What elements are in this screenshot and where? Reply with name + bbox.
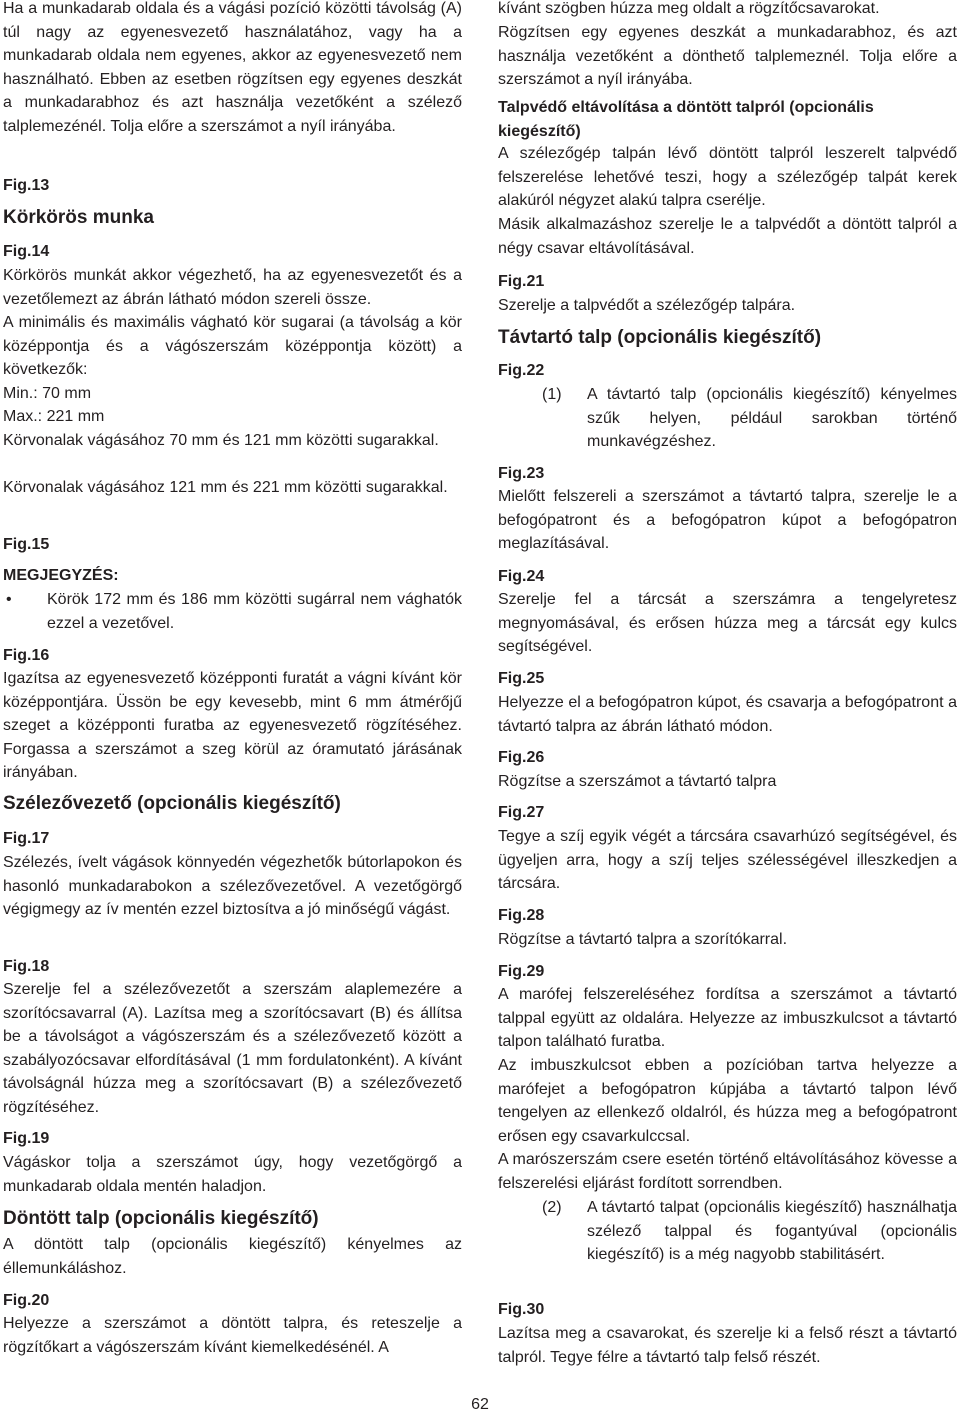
page-number: 62: [471, 1396, 489, 1413]
fig-28-label: Fig.28: [498, 907, 545, 924]
list-item-2: [498, 1196, 957, 1267]
fig-30-label: Fig.30: [498, 1301, 545, 1318]
fig-23-label: Fig.23: [498, 465, 545, 482]
paragraph-fig24: Szerelje fel a tárcsát a szerszámra a tengelyretesz megnyomásával, és erősen húzza meg a tárcsát egy kulcs segítségével.: [498, 591, 957, 655]
max-radius: Max.: 221 mm: [3, 408, 105, 425]
paragraph-fig20-continued: kívánt szögben húzza meg oldalt a rögzítőcsavarokat.: [498, 0, 880, 17]
paragraph-fig23: Mielőtt felszereli a szerszámot a távtartó talpra, szerelje le a befogópatront és a befogópatron kúpot a befogópatron meglazításával.: [498, 488, 957, 552]
heading-tavtarto-talp: Távtartó talp (opcionális kiegészítő): [498, 327, 822, 348]
fig-19-label: Fig.19: [3, 1130, 50, 1147]
paragraph-fig27: Tegye a szíj egyik végét a tárcsára csavarhúzó segítségével, és ügyeljen arra, hogy a szíj teljes szélességével illeszkedjen a tárcsára.: [498, 828, 957, 892]
fig-14-label: Fig.14: [3, 243, 50, 260]
paragraph-fig18: Szerelje fel a szélezővezetőt a szerszám alaplemezére a szorítócsavarral (A). Lazítsa meg a szorítócsavart (B) és állítsa be a távolságot a vágószerszám és a szélezővezető között a szabályozócsavar elfordításával (1 mm fordulatonként). A kívánt távolságnál húzza meg a szorítócsavart (B) a szélezővezető rögzítéséhez.: [3, 981, 462, 1116]
fig-29-label: Fig.29: [498, 963, 545, 980]
paragraph-fig14-a: Körkörös munkát akkor végezhető, ha az egyenesvezetőt és a vezetőlemezt az ábrán látható módon szereli össze.: [3, 267, 462, 308]
paragraph-dontott-talp: A döntött talp (opcionális kiegészítő) kényelmes az éllemunkáláshoz.: [3, 1236, 462, 1277]
note-heading: MEGJEGYZÉS:: [3, 567, 119, 584]
fig-17-label: Fig.17: [3, 830, 50, 847]
min-radius: Min.: 70 mm: [3, 385, 92, 402]
paragraph-fig16: Igazítsa az egyenesvezető középponti furatát a vágni kívánt kör középpontjára. Üssön be egy kevesebb, mint 6 mm átmérőjű szeget a középponti furatba az egyenesvezető rögzítéséhez. Forgassa a szerszámot a szeg körül az óramutató járásának irányában.: [3, 670, 462, 781]
paragraph-fig29-b: Az imbuszkulcsot ebben a pozícióban tartva helyezze a marófejet a befogópatron kúpjába a távtartó talpon lévő tengelyen az ellenkező oldalról, és húzza meg a befogópatront erősen egy csavarkulccsal.: [498, 1057, 957, 1145]
fig-18-label: Fig.18: [3, 958, 50, 975]
paragraph-fig29-c: A marószerszám csere esetén történő eltávolításához kövesse a felszerelési eljárást fordított sorrendben.: [498, 1151, 957, 1192]
heading-szelezovezeto: Szélezővezető (opcionális kiegészítő): [3, 793, 341, 814]
paragraph-fig21: Szerelje a talpvédőt a szélezőgép talpára.: [498, 297, 796, 314]
paragraph-fig19: Vágáskor tolja a szerszámot úgy, hogy vezetőgörgő a munkadarab oldala mentén haladjon.: [3, 1154, 462, 1195]
fig-16-label: Fig.16: [3, 647, 50, 664]
paragraph-fig20: Helyezze a szerszámot a döntött talpra, és reteszelje a rögzítőkart a vágószerszám kívánt kiemelkedésénél. A: [3, 1315, 462, 1356]
paragraph-fig30: Lazítsa meg a csavarokat, és szerelje ki a felső részt a távtartó talpról. Tegye félre a távtartó talp felső részét.: [498, 1325, 957, 1366]
note-text: Körök 172 mm és 186 mm közötti sugárral nem vághatók ezzel a vezetővel.: [47, 591, 462, 632]
paragraph-fig29-a: A marófej felszereléséhez fordítsa a szerszámot a távtartó talppal együtt az oldalára. Helyezze az imbuszkulcsot a távtartó talpon található furatba.: [498, 986, 957, 1050]
paragraph-fig28: Rögzítse a távtartó talpra a szorítókarral.: [498, 931, 788, 948]
paragraph-fig26: Rögzítse a szerszámot a távtartó talpra: [498, 773, 777, 790]
heading-talpvedo: Talpvédő eltávolítása a döntött talpról (opcionális kiegészítő): [498, 99, 874, 140]
note-item: [3, 588, 462, 635]
list-item-1: [498, 383, 957, 454]
paragraph-talpvedo-2: Másik alkalmazáshoz szerelje le a talpvédőt a döntött talpról a négy csavar eltávolításával.: [498, 216, 957, 257]
paragraph-fig14-c: Körvonalak vágásához 70 mm és 121 mm közötti sugarakkal.: [3, 432, 439, 449]
bullet-icon: •: [6, 591, 12, 608]
paragraph-fig25: Helyezze el a befogópatron kúpot, és csavarja a befogópatront a távtartó talpra az ábrán látható módon.: [498, 694, 957, 735]
fig-22-label: Fig.22: [498, 362, 545, 379]
fig-26-label: Fig.26: [498, 749, 545, 766]
heading-korkoros-munka: Körkörös munka: [3, 207, 154, 228]
paragraph-talpvedo-1: A szélezőgép talpán lévő döntött talpról leszerelt talpvédő felszerelése lehetővé teszi, hogy a szélezőgép talpát kerek alakúról négyzet alakú talpra cserélje.: [498, 145, 957, 209]
fig-15-label: Fig.15: [3, 536, 50, 553]
fig-24-label: Fig.24: [498, 568, 545, 585]
intro-paragraph: Ha a munkadarab oldala és a vágási pozíció közötti távolság (A) túl nagy az egyenesvezető használatához, vagy ha a munkadarab oldala nem egyenes, akkor az egyenesvezető nem használható. Ebben az esetben rögzítsen egy egyenes deszkát a munkadarabhoz és azt használja vezetőként a szélező talplemezénél. Tolja előre a szerszámot a nyíl irányába.: [3, 0, 462, 135]
list-item-number: (1): [542, 386, 562, 403]
fig-27-label: Fig.27: [498, 804, 545, 821]
list-item-text: A távtartó talp (opcionális kiegészítő) kényelmes szűk helyen, például sarokban történő munkavégzéshez.: [587, 386, 957, 450]
fig-13-label: Fig.13: [3, 177, 50, 194]
list-item-text: A távtartó talpat (opcionális kiegészítő) használhatja szélező talppal és fogantyúval (opcionális kiegészítő) is a még nagyobb stabilitásért.: [587, 1199, 957, 1263]
fig-21-label: Fig.21: [498, 273, 545, 290]
fig-25-label: Fig.25: [498, 670, 545, 687]
paragraph-fig20-b: Rögzítsen egy egyenes deszkát a munkadarabhoz, és azt használja vezetőként a dönthető talplemeznél. Tolja előre a szerszámot a nyíl irányába.: [498, 24, 957, 88]
paragraph-fig14-b: A minimális és maximális vágható kör sugarai (a távolság a kör középpontja és a vágószerszám középpontja között) a következők:: [3, 314, 462, 378]
paragraph-fig17: Szélezés, ívelt vágások könnyedén végezhetők bútorlapokon és hasonló munkadarabokon a szélezővezetővel. A vezetőgörgő végigmegy az ív mentén ezzel biztosítva a jó minőségű vágást.: [3, 854, 462, 918]
list-item-number: (2): [542, 1199, 562, 1216]
paragraph-fig14-d: Körvonalak vágásához 121 mm és 221 mm közötti sugarakkal.: [3, 479, 448, 496]
fig-20-label: Fig.20: [3, 1292, 50, 1309]
heading-dontott-talp: Döntött talp (opcionális kiegészítő): [3, 1208, 319, 1229]
